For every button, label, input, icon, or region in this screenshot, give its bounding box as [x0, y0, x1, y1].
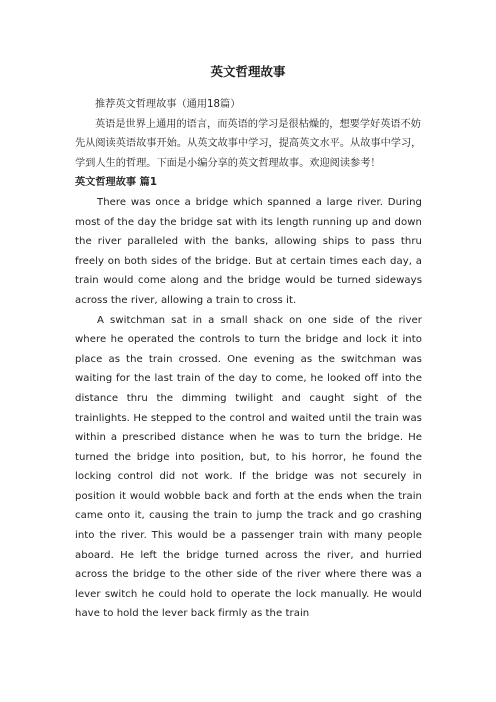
- document-subtitle: 推荐英文哲理故事（通用18篇）: [95, 99, 241, 110]
- document-body: [75, 95, 422, 624]
- story-paragraph-1: There was once a bridge which spanned a large river. During most of the day the bridge sat with its length running up and down the river paralleled with the banks, allowing ships to pass thru freely on both sides of the bridge. But at certain times each day, a train would come along and the bridge would be turned sideways across the river, allowing a train to cross it.: [75, 196, 422, 306]
- section-heading: 英文哲理故事 篇1: [75, 177, 157, 189]
- story-paragraph-2: A switchman sat in a small shack on one side of the river where he operated the controls to turn the bridge and lock it into place as the train crossed. One evening as the switchman was waiting for the last train of the day to come, he looked off into the distance thru the dimming twilight and caught sight of the trainlights. He stepped to the control and waited until the train was within a prescribed distance when he was to turn the bridge. He turned the bridge into position, but, to his horror, he found the locking control did not work. If the bridge was not securely in position it would wobble back and forth at the ends when the train came onto it, causing the train to jump the track and go crashing into the river. This would be a passenger train with many people aboard. He left the bridge turned across the river, and hurried across the bridge to the other side of the river where there was a lever switch he could hold to operate the lock manually. He would have to hold the lever back firmly as the train: [75, 314, 422, 620]
- document-title: 英文哲理故事: [210, 64, 286, 79]
- intro-paragraph: 英语是世界上通用的语言，而英语的学习是很枯燥的，想要学好英语不妨先从阅读英语故事开始。从英文故事中学习，提高英文水平。从故事中学习，学到人生的哲理。下面是小编分享的英文哲理故事。欢迎阅读参考！: [75, 118, 422, 169]
